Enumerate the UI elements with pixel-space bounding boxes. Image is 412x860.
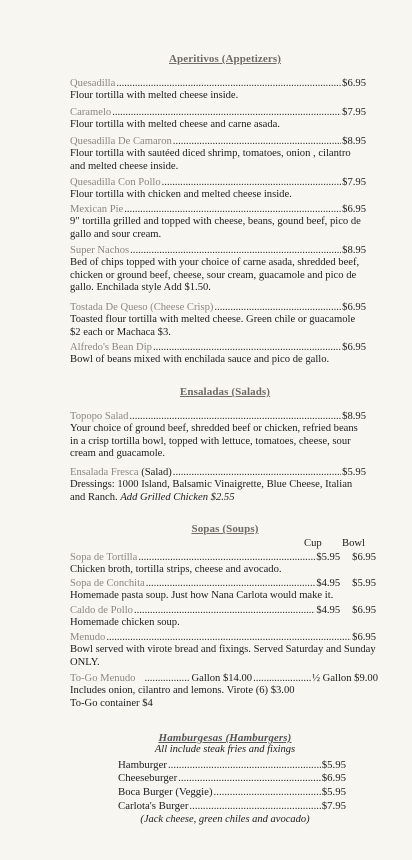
item-desc: Bed of chips topped with your choice of carne asada, shredded beef, chicken or ground beef, cheese, sour cream, guacamole and pico de gallo. Enchilada style Add $1.50. <box>70 257 360 294</box>
item-name: Caramelo <box>70 107 112 118</box>
item-name: Tostada De Queso (Cheese Crisp) <box>70 302 214 313</box>
item-name: Caldo de Pollo <box>70 605 133 616</box>
menu-item <box>70 632 376 669</box>
item-name: To-Go Menudo <box>70 673 136 684</box>
menu-item <box>118 800 346 812</box>
togo-menudo <box>70 673 378 710</box>
item-name: Alfredo's Bean Dip <box>70 342 152 353</box>
item-desc: Dressings: 1000 Island, Balsamic Vinaigrette, Blue Cheese, Italian and Ranch. Add Grilled Chicken $2.55 <box>70 479 353 503</box>
bowl-column-header: Bowl <box>342 538 365 549</box>
item-name: Cheeseburger <box>118 772 178 784</box>
item-price: $8.95 <box>342 136 366 147</box>
item-price: $6.95 <box>342 302 366 313</box>
item-name: Quesadilla Con Pollo <box>70 177 161 188</box>
item-desc: 9" tortilla grilled and topped with cheese, beans, gound beef, pico de gallo and sour cream. <box>70 216 361 240</box>
item-name: Carlota's Burger <box>118 800 189 812</box>
togo-container: To-Go container $4 <box>70 697 153 709</box>
item-desc: Your choice of ground beef, shredded beef or chicken, refried beans in a crisp tortilla bowl, topped with lettuce, tomatoes, cheese, sour cream and guacamole. <box>70 423 358 460</box>
menu-item <box>70 177 366 202</box>
item-desc: Chicken broth, tortilla strips, cheese and avocado. <box>70 564 282 576</box>
item-price: $7.95 <box>321 800 346 812</box>
item-price-cup: $5.95 <box>316 552 341 563</box>
salads-title: Ensaladas (Salads) <box>179 386 271 398</box>
item-price-bowl: $6.95 <box>352 552 376 563</box>
item-price-cup: $4.95 <box>316 578 341 589</box>
item-desc-addon: Add Grilled Chicken $2.55 <box>120 491 235 503</box>
item-desc: Flour tortilla with chicken and melted cheese inside. <box>70 189 292 201</box>
soups-title: Sopas (Soups) <box>191 523 259 535</box>
item-name: Quesadilla <box>70 78 116 89</box>
item-price-bowl: $5.95 <box>352 578 376 589</box>
item-price: $5.95 <box>342 467 366 478</box>
item-price: $8.95 <box>342 245 366 256</box>
item-name: Quesadilla De Camaron <box>70 136 172 147</box>
item-desc: Toasted flour tortilla with melted cheese. Green chile or guacamole $2 each or Machaca $3. <box>70 314 356 338</box>
item-name: Mexican Pie <box>70 204 124 215</box>
item-desc: Homemade pasta soup. Just how Nana Carlota would make it. <box>70 590 334 602</box>
menu-item <box>70 342 366 367</box>
item-price: $7.95 <box>342 107 366 118</box>
burgers-note: (Jack cheese, green chiles and avocado) <box>140 814 310 825</box>
menu-item <box>70 552 376 577</box>
menu-item <box>70 411 366 461</box>
burgers-subtitle: All include steak fries and fixings <box>154 744 296 755</box>
item-desc: Flour tortilla with melted cheese inside. <box>70 90 239 102</box>
item-price: $6.95 <box>342 204 366 215</box>
item-name: Super Nachos <box>70 245 130 256</box>
item-price: $6.95 <box>342 342 366 353</box>
togo-details: Includes onion, cilantro and lemons. Virote (6) $3.00 <box>70 685 295 697</box>
menu-item <box>70 467 366 504</box>
item-desc: Homemade chicken soup. <box>70 617 180 629</box>
item-name: Hamburger <box>118 759 167 771</box>
item-price-cup: $4.95 <box>316 605 341 616</box>
gallon-price: Gallon $14.00 <box>191 673 253 684</box>
item-desc: Bowl of beans mixed with enchilada sauce and pico de gallo. <box>70 354 330 366</box>
item-price: $5.95 <box>321 786 346 798</box>
menu-item <box>118 772 346 784</box>
item-name: Sopa de Conchita <box>70 578 145 589</box>
item-price-bowl: $6.95 <box>352 605 376 616</box>
item-name: Ensalada Fresca <box>70 467 139 478</box>
item-name: Sopa de Tortilla <box>70 552 138 563</box>
menu-item <box>70 245 366 295</box>
appetizers-title: Aperitivos (Appetizers) <box>169 53 281 65</box>
menu-item <box>70 302 366 339</box>
item-name: Menudo <box>70 632 106 643</box>
item-price: $8.95 <box>342 411 366 422</box>
menu-item <box>118 786 346 798</box>
item-price: $5.95 <box>321 759 346 771</box>
item-name-extra: (Salad) <box>141 467 172 478</box>
item-desc: Flour tortilla with sautéed diced shrimp, tomatoes, onion , cilantro and melted cheese inside. <box>70 148 351 172</box>
cup-column-header: Cup <box>304 538 322 549</box>
menu-item <box>70 204 366 241</box>
menu-item <box>70 78 366 103</box>
menu-item <box>70 107 366 132</box>
burgers-title: Hamburgesas (Hamburgers) <box>158 732 292 744</box>
item-price: $6.95 <box>342 78 366 89</box>
menu-item <box>118 759 346 771</box>
half-gallon-price: ½ Gallon $9.00 <box>312 673 378 684</box>
menu-item <box>70 136 366 173</box>
item-price: $6.95 <box>352 632 376 643</box>
item-price: $7.95 <box>342 177 366 188</box>
item-desc: Flour tortilla with melted cheese and carne asada. <box>70 119 281 131</box>
menu-item <box>70 605 376 630</box>
item-price: $6.95 <box>321 772 346 784</box>
item-name: Topopo Salad <box>70 411 129 422</box>
menu-item <box>70 578 376 603</box>
item-desc: Bowl served with virote bread and fixings. Served Saturday and Sunday ONLY. <box>70 644 376 668</box>
item-name: Boca Burger (Veggie) <box>118 786 213 798</box>
